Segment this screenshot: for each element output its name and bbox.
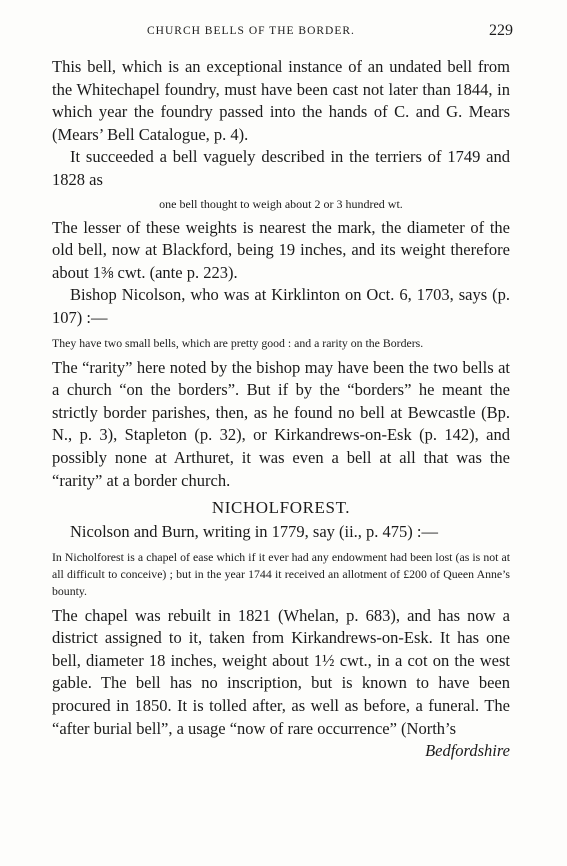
paragraph: Nicolson and Burn, writing in 1779, say (ii., p. 475) :— xyxy=(70,522,439,542)
paragraph: Bishop Nicolson, who was at Kirklinton on Oct. 6, 1703, says (p. 107) :— xyxy=(52,285,510,327)
running-title: CHURCH BELLS OF THE BORDER. xyxy=(147,25,355,37)
paragraph: The “rarity” here noted by the bishop may have been the two bells at a church “on the borders”. But if by the “borders” he meant the strictly border parishes, then, as he found no bell at Bewcastle (Bp. N., p. 3), Stapleton (p. 32), or Kirkandrews-on-Esk (p. 142), and possibly none at Arthuret, it was even a bell at all that was the “rarity” at a border church. xyxy=(52,357,510,490)
paragraph: It succeeded a bell vaguely described in the terriers of 1749 and 1828 as xyxy=(52,147,510,189)
page-number: 229 xyxy=(489,22,513,39)
block-quote: In Nicholforest is a chapel of ease which if it ever had any endowment had been lost (as is not at all difficult to conceive) ; but in the year 1744 it received an allotment of £200 of Queen Anne’s bounty. xyxy=(52,549,510,598)
paragraph: The lesser of these weights is nearest the mark, the diameter of the old bell, now at Blackford, being 19 inches, and its weight therefore about 1⅜ cwt. (ante p. 223). xyxy=(52,217,510,282)
paragraph: This bell, which is an exceptional instance of an undated bell from the Whitechapel foundry, must have been cast not later than 1844, in which year the foundry passed into the hands of C. and G. Mears (Mears’ Bell Catalogue, p. 4). xyxy=(52,57,510,144)
catchword xyxy=(52,740,510,763)
paragraph: The chapel was rebuilt in 1821 (Whelan, p. 683), and has now a district assigned to it, taken from Kirkandrews-on-Esk. It has one bell, diameter 18 inches, weight about 1½ cwt., in a cot on the west gable. The bell has no inscription, but is known to have been procured in 1850. It is tolled after, as well as before, a funeral. The “after burial bell”, a usage “now of rare occurrence” (North’s xyxy=(52,605,510,738)
catchword-text: Bedfordshire xyxy=(425,741,510,761)
page-body xyxy=(52,56,510,763)
block-quote: They have two small bells, which are pretty good : and a rarity on the Borders. xyxy=(52,335,424,350)
block-quote: one bell thought to weigh about 2 or 3 hundred wt. xyxy=(159,196,403,211)
section-heading: NICHOLFOREST. xyxy=(211,498,351,518)
running-header xyxy=(147,22,513,42)
